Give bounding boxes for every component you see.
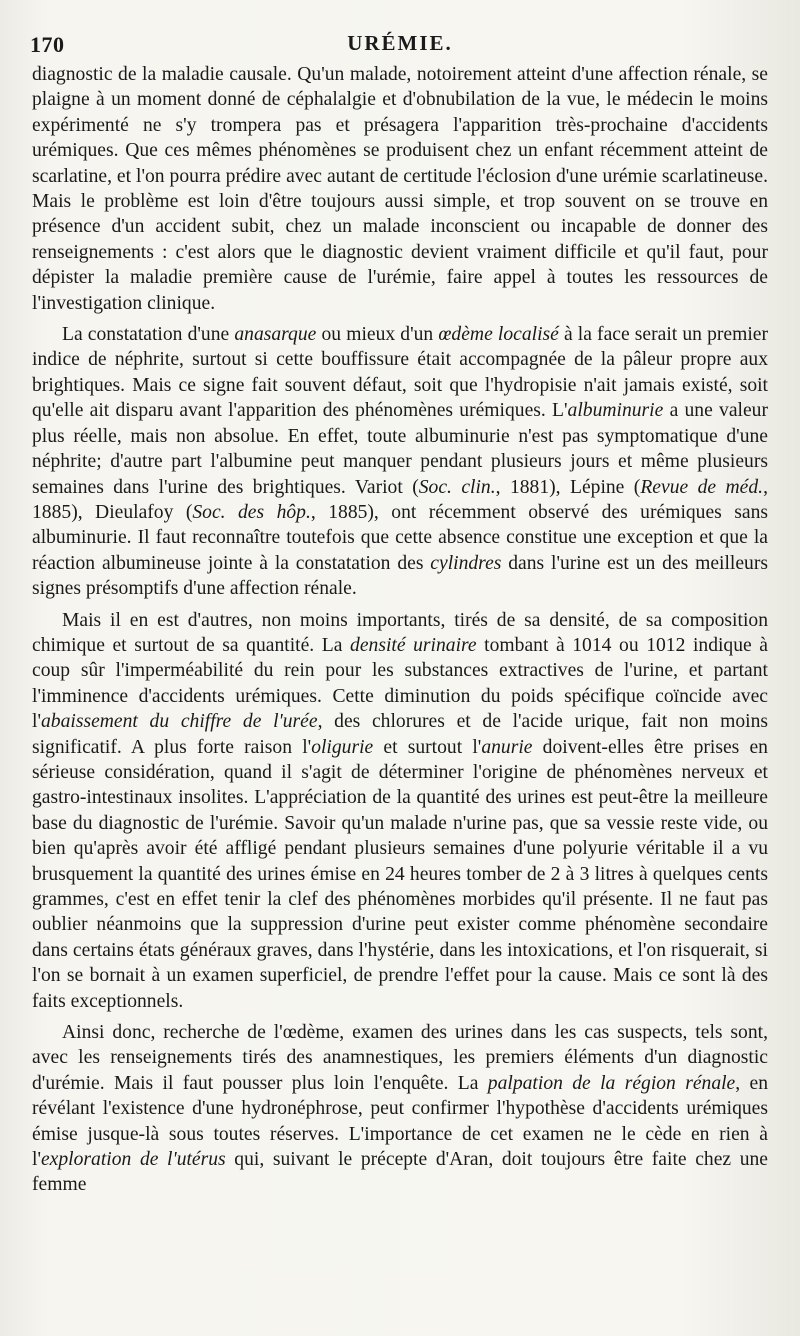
text-run: , 1885), ont récemment observé des urémiques sans albuminurie. Il faut reconnaître toutefois que cette absence constitue une exception et que la réaction albumineuse jointe à la constatation des bbox=[32, 501, 768, 574]
text-run: doivent-elles être prises en sérieuse considération, quand il s'agit de déterminer l'origine de phénomènes nerveux et gastro-intestinaux insolites. L'appréciation de la quantité des urines est peut-être la meilleure base du diagnostic de l'urémie. Savoir qu'un malade n'urine pas, que sa vessie reste vide, ou bien qu'après avoir été affligé pendant plusieurs semaines d'une polyurie véritable il a vu brusquement la quantité des urines émise en 24 heures tomber de 2 à 3 litres à quelques cents grammes, c'est en effet tenir la clef des phénomènes morbides qu'il présente. Il ne faut pas oublier néanmoins que la suppression d'urine peut exister comme phénomène secondaire dans certains états généraux graves, dans l'hystérie, dans les intoxications, et l'on risquerait, si l'on se bornait à un examen superficiel, de prendre l'effet pour la cause. Mais ce sont là des faits exceptionnels. bbox=[32, 736, 768, 1012]
italic-term: oligurie bbox=[311, 736, 374, 758]
paragraph bbox=[32, 62, 768, 316]
page-header bbox=[30, 28, 770, 62]
italic-term: albuminurie bbox=[567, 400, 664, 422]
text-run: qui, suivant le précepte d'Aran, doit toujours être faite chez une femme bbox=[32, 1149, 768, 1196]
text-run: ou mieux d'un bbox=[316, 324, 439, 346]
paragraph bbox=[32, 322, 768, 601]
text-run: , 1885), Dieulafoy ( bbox=[32, 476, 768, 523]
italic-term: anasarque bbox=[234, 324, 317, 346]
italic-term: Soc. clin. bbox=[418, 476, 496, 498]
body-text bbox=[32, 62, 768, 1204]
italic-term: œdème localisé bbox=[438, 324, 559, 346]
text-run: La constatation d'une bbox=[62, 324, 235, 346]
italic-term: densité urinaire bbox=[350, 634, 477, 656]
text-run: diagnostic de la maladie causale. Qu'un malade, notoirement atteint d'une affection rénale, se plaigne à un moment donné de céphalalgie et d'obnubilation de la vue, le médecin le moins expérimenté ne s'y trompera pas et présagera l'apparition très-prochaine d'accidents urémiques. Que ces mêmes phénomènes se produisent chez un enfant récemment atteint de scarlatine, et l'on pourra prédire avec autant de certitude l'éclosion d'une urémie scarlatineuse. Mais le problème est loin d'être toujours aussi simple, et trop souvent on se trouve en présence d'un accident subit, chez un malade inconscient ou incapable de donner des renseignements : c'est alors que le diagnostic devient vraiment difficile et qu'il faut, pour dépister la maladie première cause de l'urémie, faire appel à toutes les ressources de l'investigation clinique. bbox=[32, 64, 768, 314]
running-head: URÉMIE. bbox=[347, 31, 453, 55]
text-run: tombant à 1014 ou 1012 indique à coup sûr l'imperméabilité du rein pour les substances extractives de l'urine, et partant l'imminence d'accidents urémiques. Cette diminution du poids spécifique coïncide avec l' bbox=[32, 634, 769, 733]
italic-term: Revue de méd. bbox=[640, 476, 764, 498]
italic-term: palpation de la région rénale bbox=[487, 1072, 736, 1094]
text-run: dans l'urine est un des meilleurs signes présomptifs d'une affection rénale. bbox=[32, 552, 769, 600]
italic-term: exploration de l'utérus bbox=[40, 1149, 226, 1171]
text-run: à la face serait un premier indice de néphrite, surtout si cette bouffissure était accompagnée de la pâleur propre aux brightiques. Mais ce signe fait souvent défaut, soit que l'hydropisie n'ait jamais existé, soit qu'elle ait disparu avant l'apparition des phénomènes urémiques. L' bbox=[32, 324, 768, 422]
text-run: a une valeur plus réelle, mais non absolue. En effet, toute albuminurie n'est pas symptomatique d'une néphrite; d'autre part l'albumine peut manquer pendant plusieurs jours et même plusieurs semaines dans l'urine des brightiques. Variot ( bbox=[32, 400, 768, 498]
text-run: Ainsi donc, recherche de l'œdème, examen des urines dans les cas suspects, tels sont, avec les renseignements tirés des anamnestiques, les premiers éléments d'un diagnostic d'urémie. Mais il faut pousser plus loin l'enquête. La bbox=[32, 1022, 768, 1094]
paragraph bbox=[32, 608, 768, 1015]
text-run: et surtout l' bbox=[373, 736, 482, 758]
paragraph bbox=[32, 1020, 768, 1198]
italic-term: Soc. des hôp. bbox=[192, 501, 311, 523]
text-run: Mais il en est d'autres, non moins importants, tirés de sa densité, de sa composition chimique et surtout de sa quantité. La bbox=[32, 609, 768, 656]
italic-term: abaissement du chiffre de l'urée bbox=[40, 711, 318, 733]
text-run: , des chlorures et de l'acide urique, fait non moins significatif. A plus forte raison l' bbox=[32, 711, 768, 758]
page-number: 170 bbox=[30, 32, 65, 57]
text-run: , 1881), Lépine ( bbox=[495, 476, 641, 498]
italic-term: cylindres bbox=[430, 552, 502, 574]
italic-term: anurie bbox=[481, 736, 533, 758]
text-run: , en révélant l'existence d'une hydronéphrose, peut confirmer l'hypothèse d'accidents urémiques émise jusque-là sous toutes réserves. L'importance de cet examen ne le cède en rien à l' bbox=[32, 1072, 769, 1171]
